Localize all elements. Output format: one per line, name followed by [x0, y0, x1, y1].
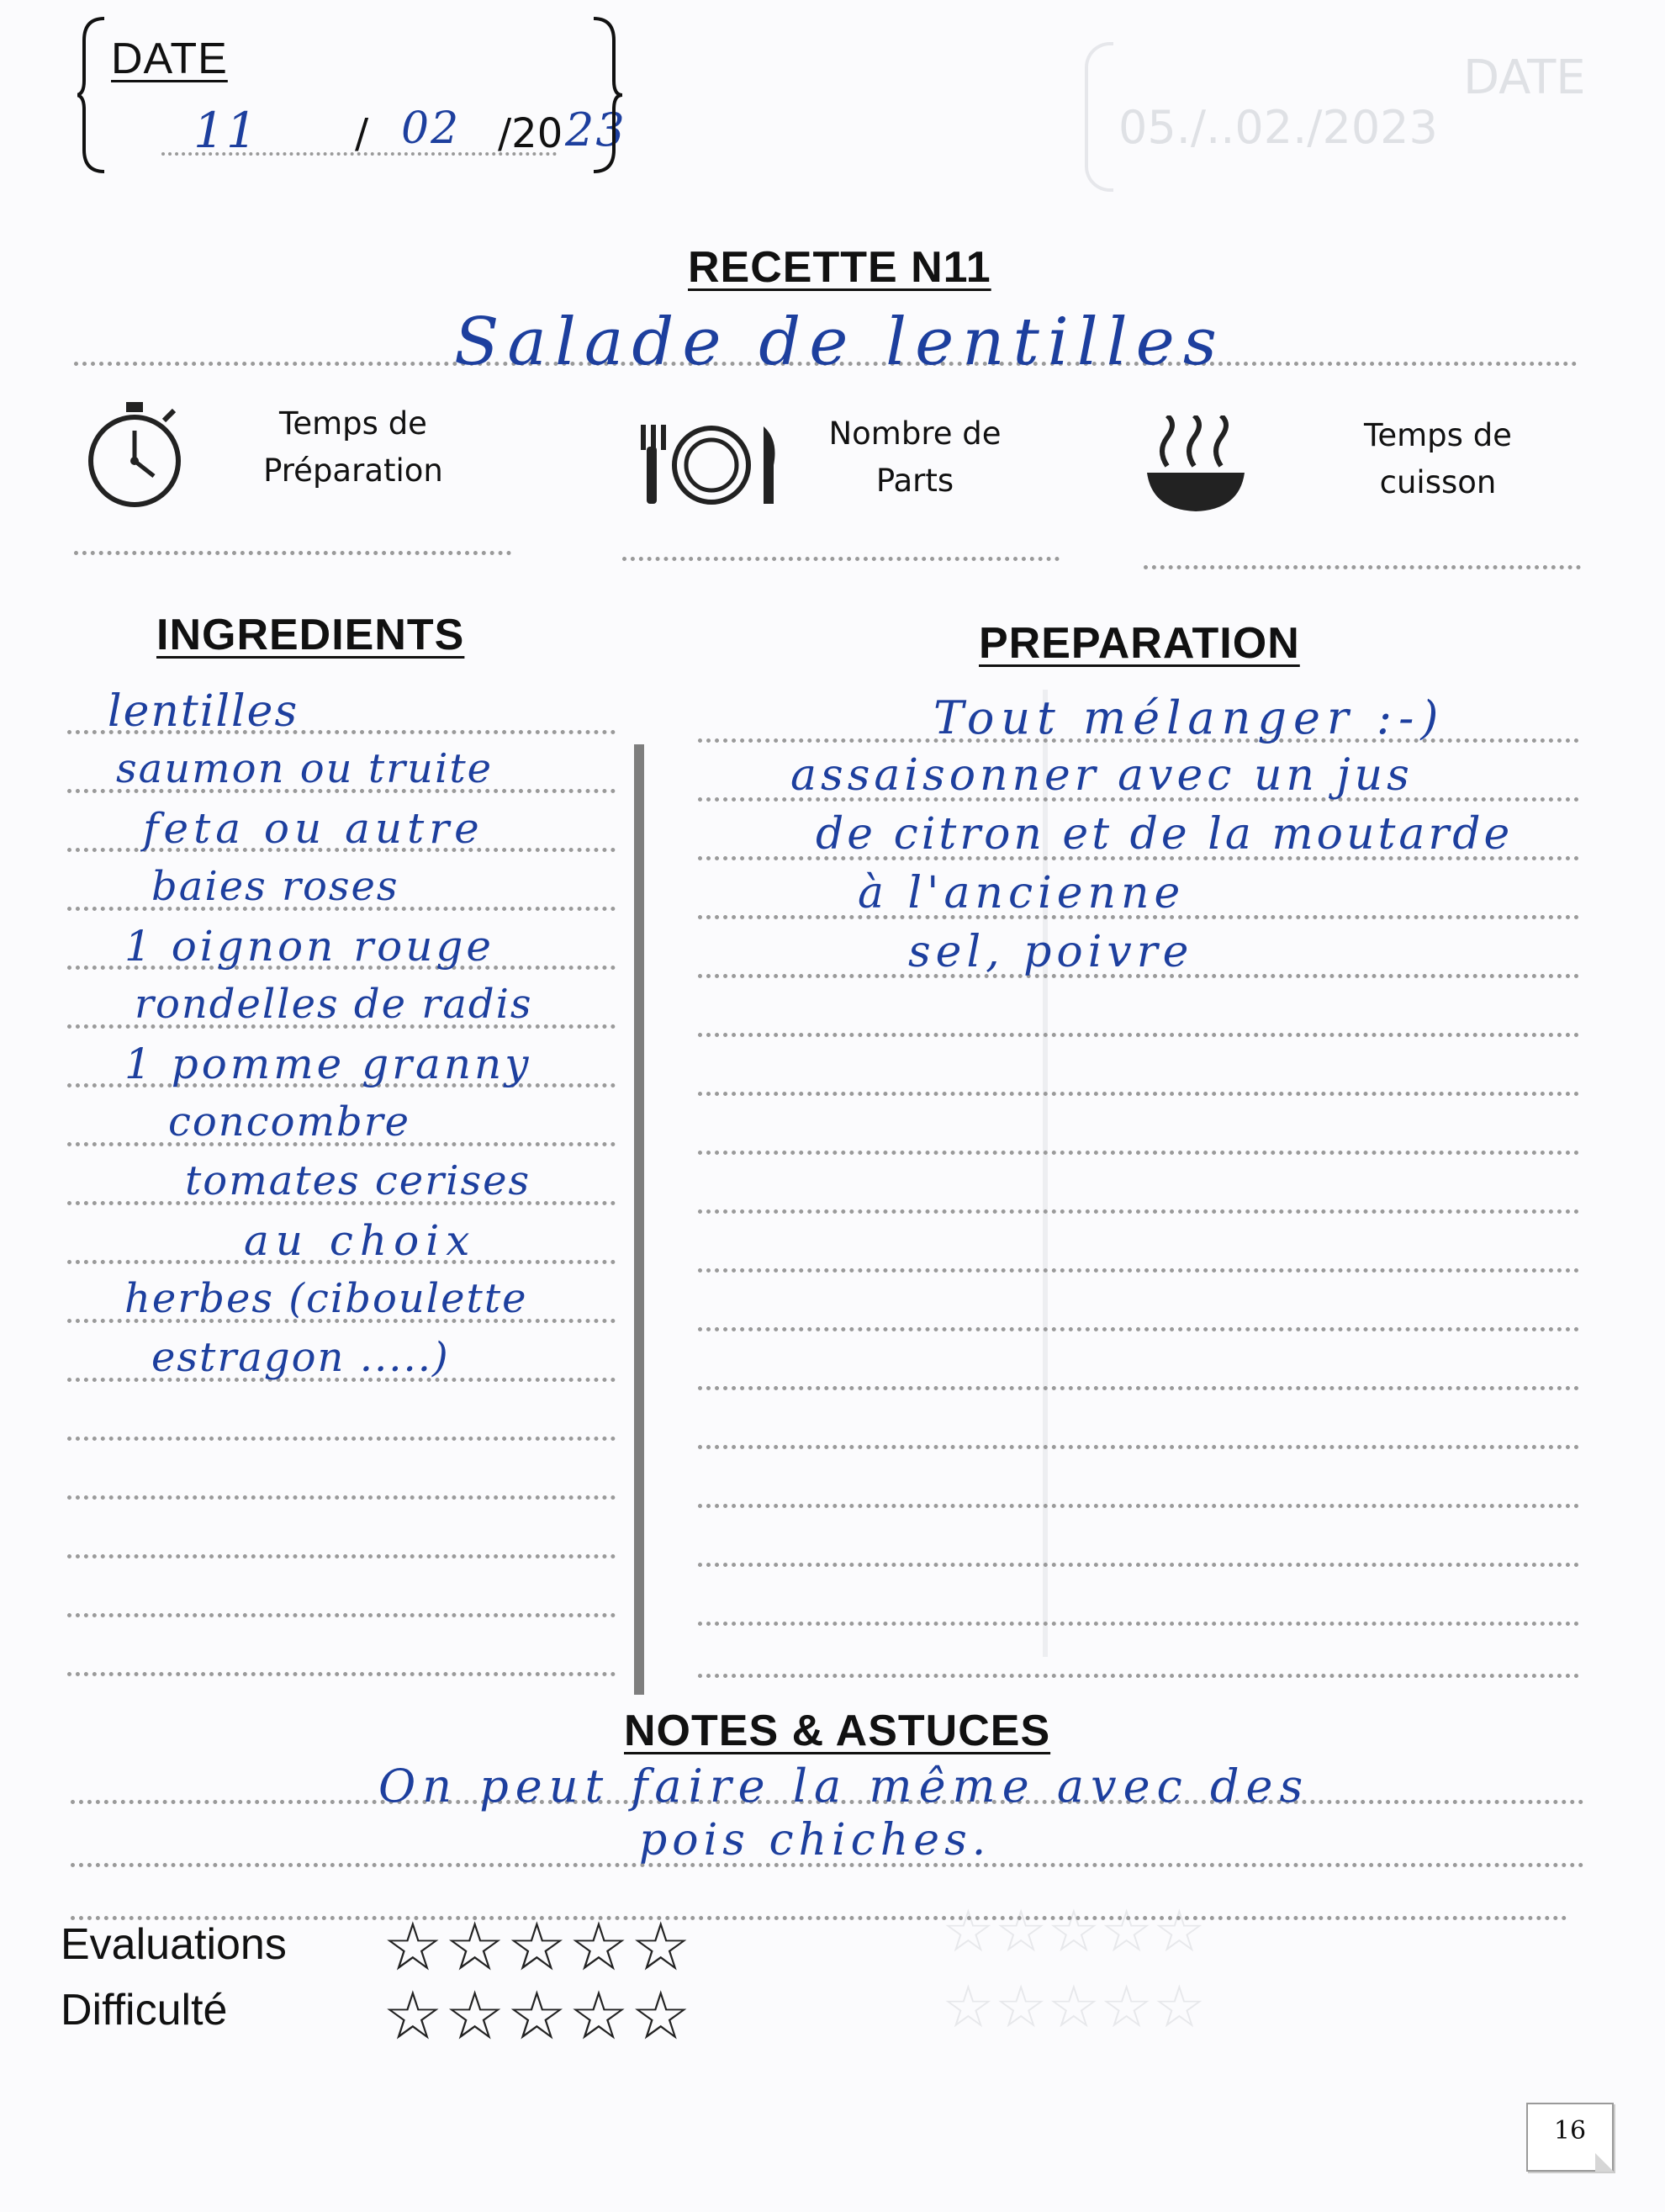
preparation-rule	[698, 1092, 1579, 1096]
portions-value-line	[622, 557, 1060, 561]
prep-time-value-line	[74, 551, 511, 555]
portions-label: Nombre de Parts	[828, 415, 1002, 499]
page-fold-icon	[1595, 2153, 1614, 2172]
notes-rule	[71, 1916, 1567, 1920]
date-day: 11	[193, 102, 259, 159]
notes-title: NOTES & ASTUCES	[624, 1707, 1051, 1755]
ingredient-rule	[67, 1672, 616, 1676]
preparation-rule	[698, 1151, 1579, 1155]
left-brace-icon	[77, 15, 111, 175]
date-sep: /	[355, 110, 369, 157]
preparation-rule	[698, 1209, 1579, 1214]
ingredients-title: INGREDIENTS	[156, 611, 465, 659]
ingredient-rule	[67, 1613, 616, 1617]
ghost-stars-2: ☆☆☆☆☆	[942, 1972, 1206, 2041]
date-month: 02	[401, 103, 461, 154]
ingredient-item: au choix	[244, 1216, 477, 1265]
preparation-rule	[698, 1622, 1579, 1626]
preparation-line: à l'ancienne	[858, 868, 1186, 918]
ingredient-rule	[67, 1554, 616, 1558]
preparation-line: Tout mélanger :-)	[933, 691, 1446, 744]
ingredient-item: 1 oignon rouge	[124, 922, 495, 971]
ingredients-list	[67, 686, 622, 1691]
difficulty-label: Difficulté	[61, 1986, 228, 2035]
ghost-date-label: DATE	[1463, 50, 1586, 105]
date-year-suffix: 23	[565, 103, 626, 156]
preparation-rule	[698, 1674, 1579, 1678]
date-year-prefix: /20	[498, 110, 563, 157]
preparation-rule	[698, 1504, 1579, 1508]
ingredient-item: 1 pomme granny	[124, 1040, 532, 1088]
ingredient-item: saumon ou truite	[116, 745, 494, 792]
ingredient-item: estragon .....)	[151, 1334, 450, 1381]
evaluations-stars: ☆☆☆☆☆	[383, 1908, 693, 1986]
notes-line: pois chiches.	[639, 1815, 991, 1865]
column-divider	[634, 744, 644, 1695]
preparation-line: de citron et de la moutarde	[816, 809, 1514, 860]
ingredient-item: herbes (ciboulette	[124, 1275, 528, 1322]
plate-cutlery-icon	[636, 423, 787, 507]
preparation-line: sel, poivre	[908, 927, 1194, 977]
date-box	[77, 15, 624, 175]
preparation-rule	[698, 1268, 1579, 1273]
ingredient-rule	[67, 1437, 616, 1441]
steam-bowl-icon	[1142, 415, 1251, 516]
right-brace-icon	[589, 15, 622, 175]
difficulty-stars: ☆☆☆☆☆	[383, 1977, 693, 2055]
preparation-list	[698, 691, 1589, 1691]
preparation-rule	[698, 1327, 1579, 1331]
preparation-rule	[698, 1033, 1579, 1037]
page-number: 16	[1553, 2116, 1587, 2146]
ghost-date-value: 05./..02./2023	[1118, 101, 1438, 154]
ingredient-item: tomates cerises	[185, 1157, 531, 1204]
ingredient-item: baies roses	[151, 863, 399, 910]
preparation-title: PREPARATION	[979, 619, 1300, 668]
stopwatch-icon	[80, 395, 189, 513]
preparation-rule	[698, 1563, 1579, 1567]
preparation-rule	[698, 1445, 1579, 1449]
ingredient-rule	[67, 1495, 616, 1500]
cook-time-value-line	[1144, 565, 1581, 569]
recipe-name: Salade de lentilles	[454, 304, 1225, 380]
preparation-line: assaisonner avec un jus	[790, 750, 1414, 801]
date-value	[161, 102, 626, 162]
ingredient-item: rondelles de radis	[135, 981, 533, 1028]
notes-line: On peut faire la même avec des	[378, 1760, 1310, 1812]
ghost-stars: ☆☆☆☆☆	[942, 1897, 1206, 1966]
ingredient-item: feta ou autre	[143, 804, 484, 853]
ingredient-item: concombre	[168, 1098, 411, 1146]
date-label: DATE	[111, 34, 228, 83]
ingredient-item: lentilles	[108, 686, 299, 737]
ghost-brace	[1085, 42, 1113, 192]
prep-time-label: Temps de Préparation	[263, 405, 443, 489]
preparation-rule	[698, 1386, 1579, 1390]
evaluations-label: Evaluations	[61, 1920, 287, 1969]
page-number-box	[1526, 2103, 1614, 2172]
recipe-number-title: RECETTE N11	[688, 243, 991, 292]
cook-time-label: Temps de cuisson	[1364, 417, 1512, 500]
